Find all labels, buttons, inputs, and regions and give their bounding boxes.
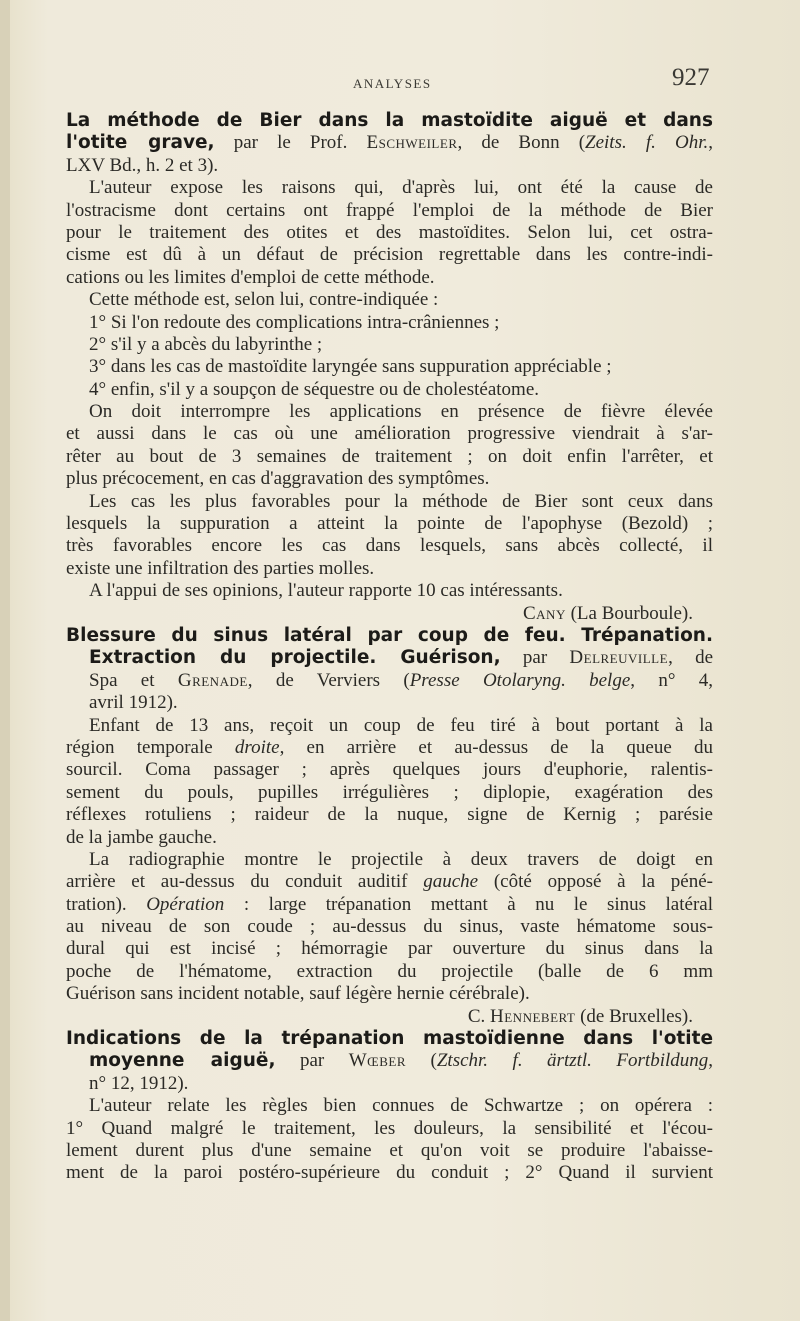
- paragraph-line: existe une infiltration des parties molles.: [66, 557, 375, 579]
- paragraph-line: ment de la paroi postéro-supérieure du conduit ; 2° Quand il survient: [66, 1162, 713, 1184]
- paragraph-line: A l'appui de ses opinions, l'auteur rapporte 10 cas intéressants.: [89, 580, 563, 602]
- paragraph-line: L'auteur expose les raisons qui, d'après lui, ont été la cause de: [89, 177, 713, 199]
- article-title: Extraction du projectile. Guérison,: [89, 647, 501, 669]
- paragraph-text: : large trépanation mettant à nu le sinus latéral: [224, 893, 713, 915]
- list-item: 3° dans les cas de mastoïdite laryngée sans suppuration appréciable ;: [89, 356, 612, 378]
- paragraph-line: rêter au bout de 3 semaines de traitement ; on doit enfin l'arrêter, et: [66, 445, 713, 467]
- article-title: La méthode de Bier dans la mastoïdite aiguë et dans: [66, 110, 713, 131]
- paragraph-line: lesquels la suppuration a atteint la pointe de l'apophyse (Bezold) ;: [66, 513, 713, 535]
- article-title-line: [66, 110, 713, 132]
- paragraph-line: au niveau de son coude ; au-dessus du sinus, vaste hématome sous-: [66, 916, 713, 938]
- reference-line: avril 1912).: [89, 692, 178, 714]
- journal-title: Zeits. f. Ohr.: [585, 132, 709, 154]
- paragraph-text: , en arrière et au-dessus de la queue du: [279, 736, 713, 758]
- signature-place: (La Bourboule).: [565, 602, 693, 624]
- paragraph-line: sement du pouls, pupilles irrégulières ; diplopie, exagération des: [66, 781, 713, 803]
- article-title-line: [66, 647, 713, 669]
- paragraph-line: très favorables encore les cas dans lesquels, sans abcès collecté, il: [66, 535, 713, 557]
- article-title-line: [66, 1028, 713, 1050]
- reference-line: LXV Bd., h. 2 et 3).: [66, 154, 219, 176]
- paragraph-line: poche de l'hématome, extraction du projectile (balle de 6 mm: [66, 960, 713, 982]
- paragraph-line: On doit interrompre les applications en présence de fièvre élevée: [89, 401, 713, 423]
- paragraph-text: tration).: [66, 893, 147, 915]
- author-name: Grenade: [177, 669, 248, 691]
- byline-text: par: [275, 1050, 349, 1072]
- paragraph-line: lement durent plus d'une semaine et qu'on voit se produire l'abaisse-: [66, 1139, 713, 1161]
- paragraph-line: et aussi dans le cas où une amélioration progressive viendrait à s'ar-: [66, 423, 713, 445]
- paragraph-line: Enfant de 13 ans, reçoit un coup de feu tiré à bout portant à la: [89, 714, 713, 736]
- paragraph-text: (côté opposé à la péné-: [478, 871, 713, 893]
- byline-text: ,: [708, 1050, 714, 1072]
- reference-line: n° 12, 1912).: [89, 1072, 189, 1094]
- signature: [66, 603, 713, 625]
- byline-text: ,: [708, 132, 713, 154]
- page-edge-shadow: [0, 0, 10, 1321]
- article-mastoid-trepanation: [66, 1028, 713, 1185]
- paragraph-text: région temporale: [66, 736, 235, 758]
- author-name: Wœber: [348, 1050, 407, 1072]
- running-head: ANALYSES: [353, 76, 432, 91]
- list-item: 2° s'il y a abcès du labyrinthe ;: [89, 333, 323, 355]
- paragraph-line: dural qui est incisé ; hémorragie par ouverture du sinus dans la: [66, 938, 713, 960]
- article-title-line: [66, 625, 713, 647]
- paragraph-line: réflexes rotuliens ; raideur de la nuque, signe de Kernig ; parésie: [66, 804, 713, 826]
- article-title: moyenne aiguë,: [89, 1050, 276, 1072]
- author-name: Eschweiler: [366, 132, 458, 154]
- byline-text: , n° 4,: [630, 669, 713, 691]
- paragraph-text: arrière et au-dessus du conduit auditif: [66, 871, 424, 893]
- byline-text: , de Bonn (: [457, 132, 586, 154]
- article-title: l'otite grave,: [66, 132, 215, 154]
- signature-name: Hennebert: [490, 1005, 576, 1027]
- signature-initial: C.: [467, 1005, 491, 1027]
- paragraph-line: [66, 894, 713, 916]
- paragraph-line: pour le traitement des otites et des mastoïdites. Selon lui, cet ostra-: [66, 221, 713, 243]
- emphasis-text: gauche: [423, 871, 479, 893]
- paragraph-line: sourcil. Coma passager ; après quelques jours d'euphorie, ralentis-: [66, 759, 713, 781]
- author-name: Delreuville: [569, 647, 669, 669]
- journal-title: Ztschr. f. ärtztl. Fortbildung: [436, 1050, 709, 1072]
- emphasis-text: Opération: [146, 893, 225, 915]
- list-item: 4° enfin, s'il y a soupçon de séquestre ou de cholestéatome.: [89, 378, 540, 400]
- emphasis-text: droite: [234, 736, 280, 758]
- page-header: [0, 62, 800, 92]
- paragraph-line: [66, 737, 713, 759]
- paragraph-line: de la jambe gauche.: [66, 826, 217, 848]
- paragraph-line: L'auteur relate les règles bien connues de Schwartze ; on opérera :: [89, 1095, 713, 1117]
- paragraph-line: cations ou les limites d'emploi de cette méthode.: [66, 266, 435, 288]
- paragraph-line: 1° Quand malgré le traitement, les douleurs, la sensibilité et l'écou-: [66, 1117, 713, 1139]
- article-title-line: [66, 1050, 713, 1072]
- list-item: 1° Si l'on redoute des complications intra-crâniennes ;: [89, 311, 500, 333]
- paragraph-line: [66, 871, 713, 893]
- paragraph-line: La radiographie montre le projectile à deux travers de doigt en: [89, 848, 713, 870]
- paragraph-line: plus précocement, en cas d'aggravation des symptômes.: [66, 468, 490, 490]
- article-bier-method: [66, 110, 713, 625]
- signature-place: (de Bruxelles).: [575, 1005, 693, 1027]
- page-body: [66, 110, 713, 1185]
- page-number: 927: [672, 64, 710, 91]
- paragraph-line: cisme est dû à un défaut de précision regrettable dans les contre-indi-: [66, 244, 713, 266]
- reference-line: [66, 670, 713, 692]
- byline-text: par: [500, 647, 570, 669]
- journal-title: Presse Otolaryng. belge: [409, 669, 631, 691]
- byline-text: Spa et: [89, 669, 178, 691]
- article-title-line: [66, 132, 713, 154]
- byline-text: par le Prof.: [214, 132, 367, 154]
- article-title: Blessure du sinus latéral par coup de feu. Trépanation.: [66, 624, 713, 646]
- paragraph-line: Guérison sans incident notable, sauf légère hernie cérébrale).: [66, 983, 530, 1005]
- paragraph-line: Cette méthode est, selon lui, contre-indiquée :: [89, 289, 439, 311]
- byline-text: (: [406, 1050, 437, 1072]
- paragraph-line: Les cas les plus favorables pour la méthode de Bier sont ceux dans: [89, 490, 713, 512]
- byline-text: , de Verviers (: [247, 669, 410, 691]
- signature-name: Cany: [523, 602, 566, 624]
- article-lateral-sinus: [66, 625, 713, 1028]
- paragraph-line: l'ostracisme dont certains ont frappé l'emploi de la méthode de Bier: [66, 199, 713, 221]
- article-title: Indications de la trépanation mastoïdienne dans l'otite: [66, 1028, 713, 1050]
- signature: [66, 1006, 713, 1028]
- byline-text: , de: [668, 647, 714, 669]
